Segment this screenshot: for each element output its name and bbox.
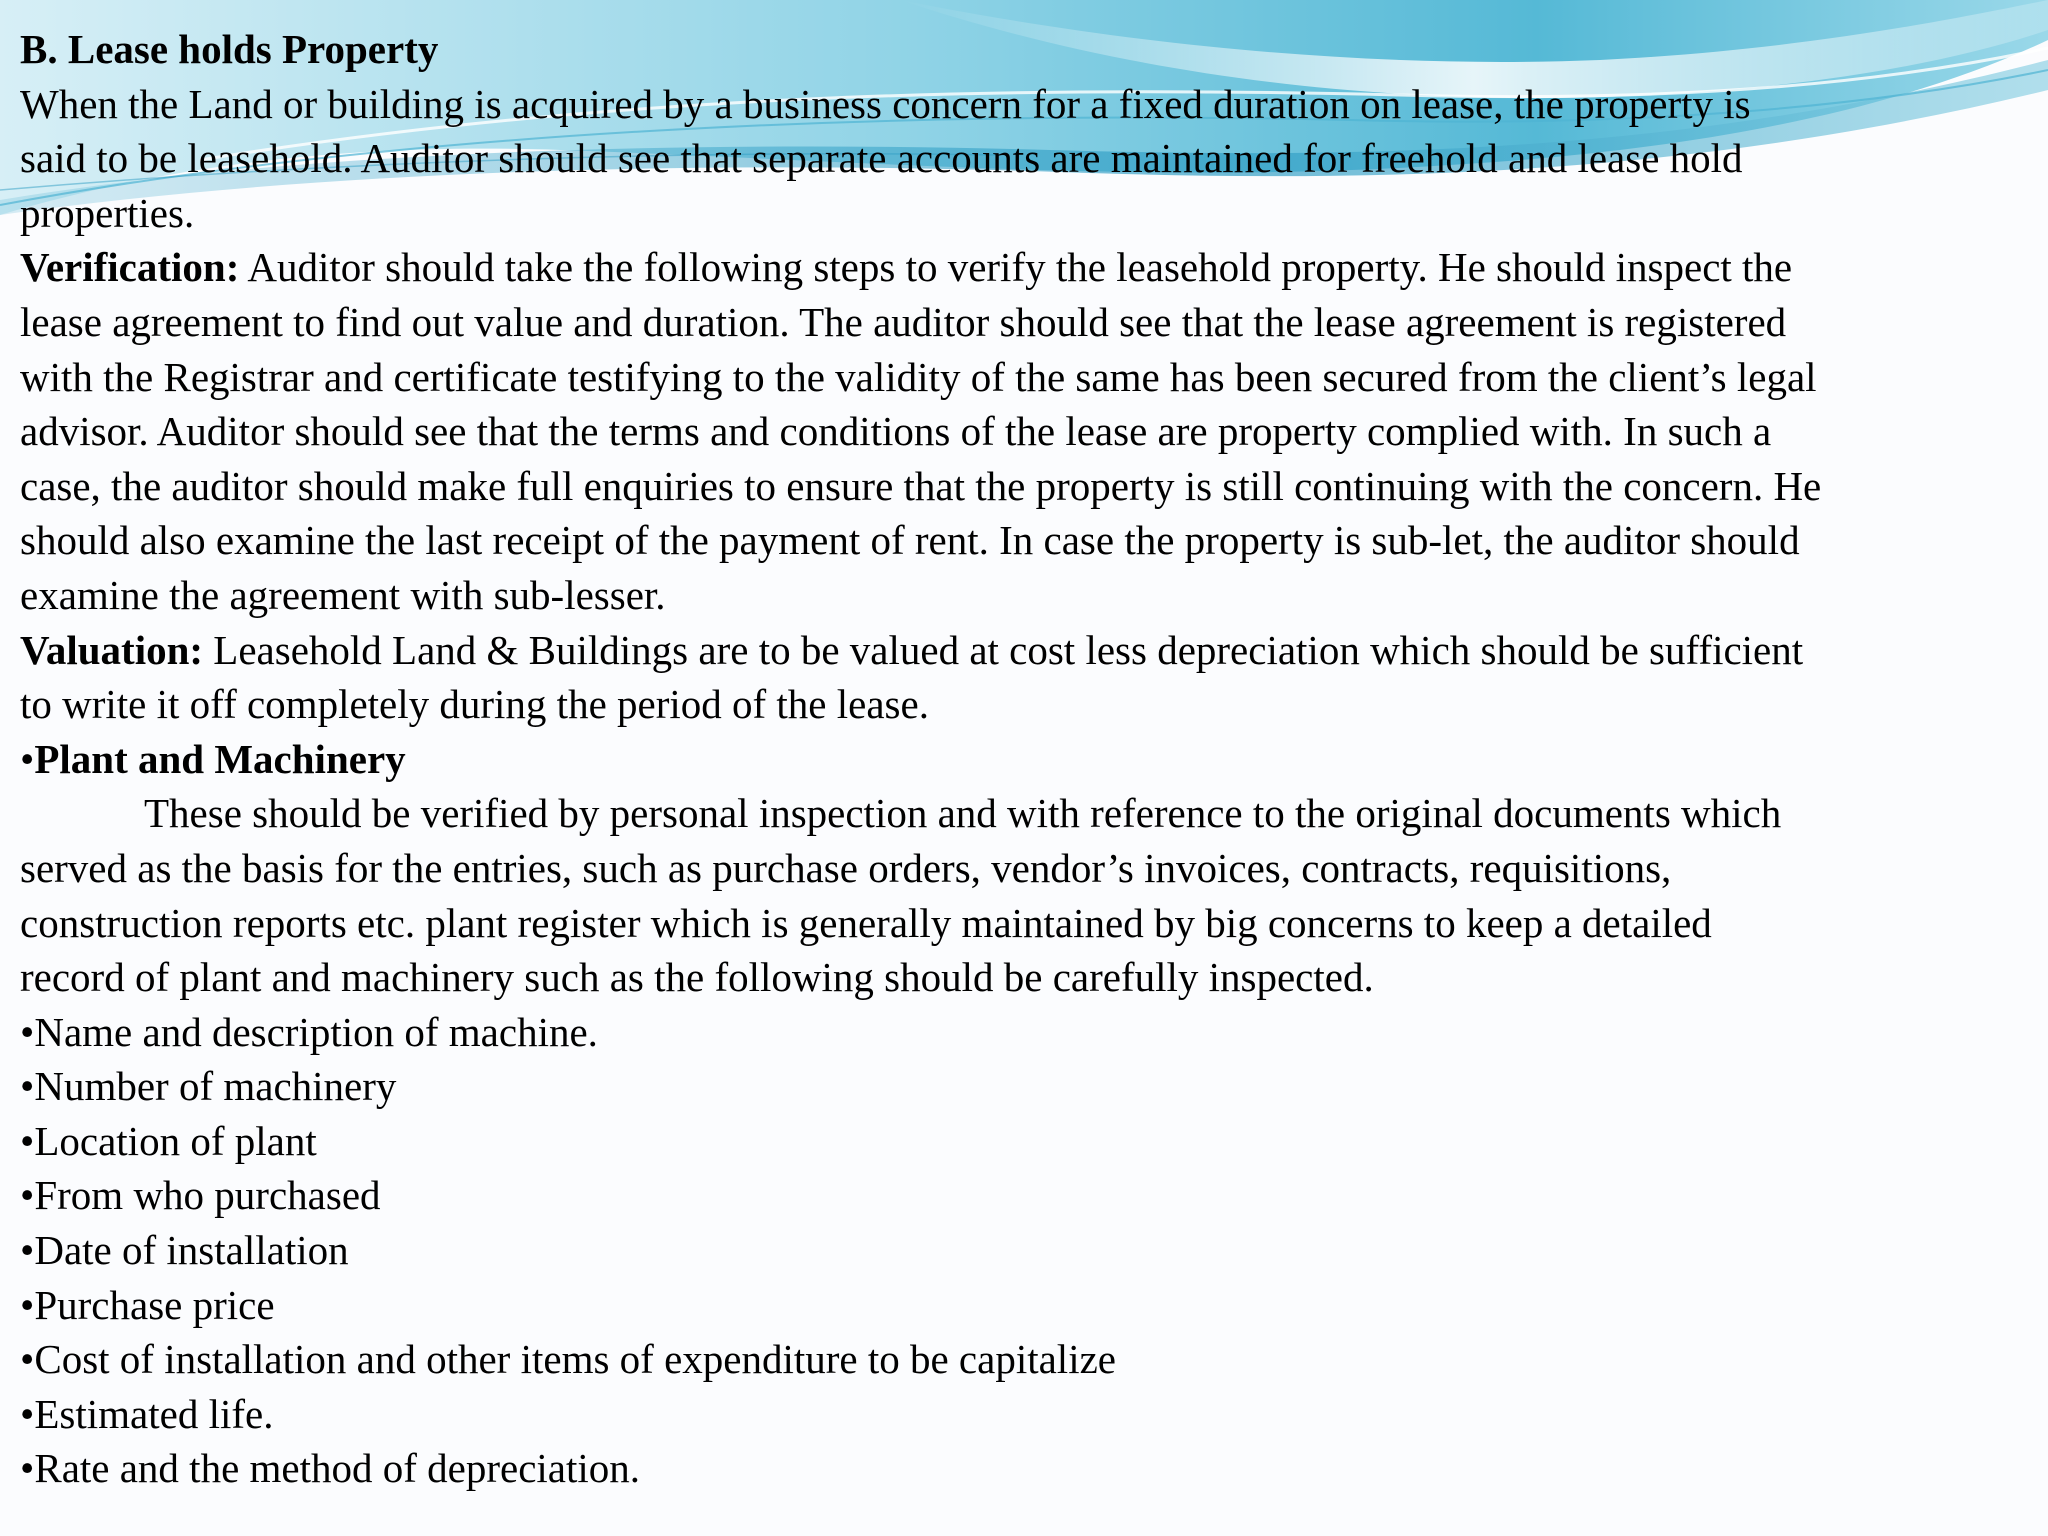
plant-title: Plant and Machinery bbox=[34, 735, 406, 782]
valuation-text: Leasehold Land & Buildings are to be valued at cost less depreciation which should be sufficient bbox=[203, 626, 1804, 673]
plant-line: record of plant and machinery such as the following should be carefully inspected. bbox=[20, 954, 1374, 1001]
list-item: •Purchase price bbox=[20, 1281, 275, 1328]
verification-line: examine the agreement with sub-lesser. bbox=[20, 571, 666, 618]
list-item: •Rate and the method of depreciation. bbox=[20, 1445, 641, 1492]
list-item: •From who purchased bbox=[20, 1172, 381, 1219]
plant-text: These should be verified by personal inspection and with reference to the original documents which bbox=[144, 790, 1782, 837]
intro-line: said to be leasehold. Auditor should see that separate accounts are maintained for freehold and lease hold bbox=[20, 135, 1743, 182]
intro-line: When the Land or building is acquired by a business concern for a fixed duration on lease, the property is bbox=[20, 80, 1751, 127]
verification-line: with the Registrar and certificate testifying to the validity of the same has been secured from the client’s legal bbox=[20, 353, 1817, 400]
valuation-paragraph-start bbox=[20, 623, 2030, 678]
lease-title: B. Lease holds Property bbox=[20, 26, 439, 72]
intro-line: properties. bbox=[20, 189, 195, 236]
bullet-icon: • bbox=[20, 735, 35, 782]
verification-line: should also examine the last receipt of the payment of rent. In case the property is sub-let, the auditor should bbox=[20, 517, 1800, 564]
list-item: •Cost of installation and other items of expenditure to be capitalize bbox=[20, 1336, 1116, 1383]
plant-paragraph-start bbox=[20, 786, 2030, 841]
verification-text: Auditor should take the following steps to verify the leasehold property. He should inspect the bbox=[239, 244, 1793, 291]
list-item: •Number of machinery bbox=[20, 1063, 397, 1110]
list-item: •Name and description of machine. bbox=[20, 1008, 598, 1055]
plant-line: construction reports etc. plant register which is generally maintained by big concerns to keep a detailed bbox=[20, 899, 1712, 946]
verification-line: case, the auditor should make full enquiries to ensure that the property is still continuing with the concern. He bbox=[20, 462, 1822, 509]
plant-heading bbox=[20, 732, 2030, 787]
valuation-label: Valuation: bbox=[20, 626, 204, 673]
plant-line: served as the basis for the entries, such as purchase orders, vendor’s invoices, contracts, requisitions, bbox=[20, 844, 1672, 891]
list-item: •Estimated life. bbox=[20, 1390, 274, 1437]
list-item: •Date of installation bbox=[20, 1227, 349, 1274]
slide-content bbox=[20, 22, 2030, 1496]
valuation-line: to write it off completely during the period of the lease. bbox=[20, 681, 929, 728]
verification-paragraph-start bbox=[20, 240, 2030, 295]
list-item: •Location of plant bbox=[20, 1117, 317, 1164]
verification-label: Verification: bbox=[20, 244, 240, 291]
verification-line: advisor. Auditor should see that the terms and conditions of the lease are property complied with. In such a bbox=[20, 408, 1772, 455]
verification-line: lease agreement to find out value and duration. The auditor should see that the lease agreement is registered bbox=[20, 298, 1787, 345]
